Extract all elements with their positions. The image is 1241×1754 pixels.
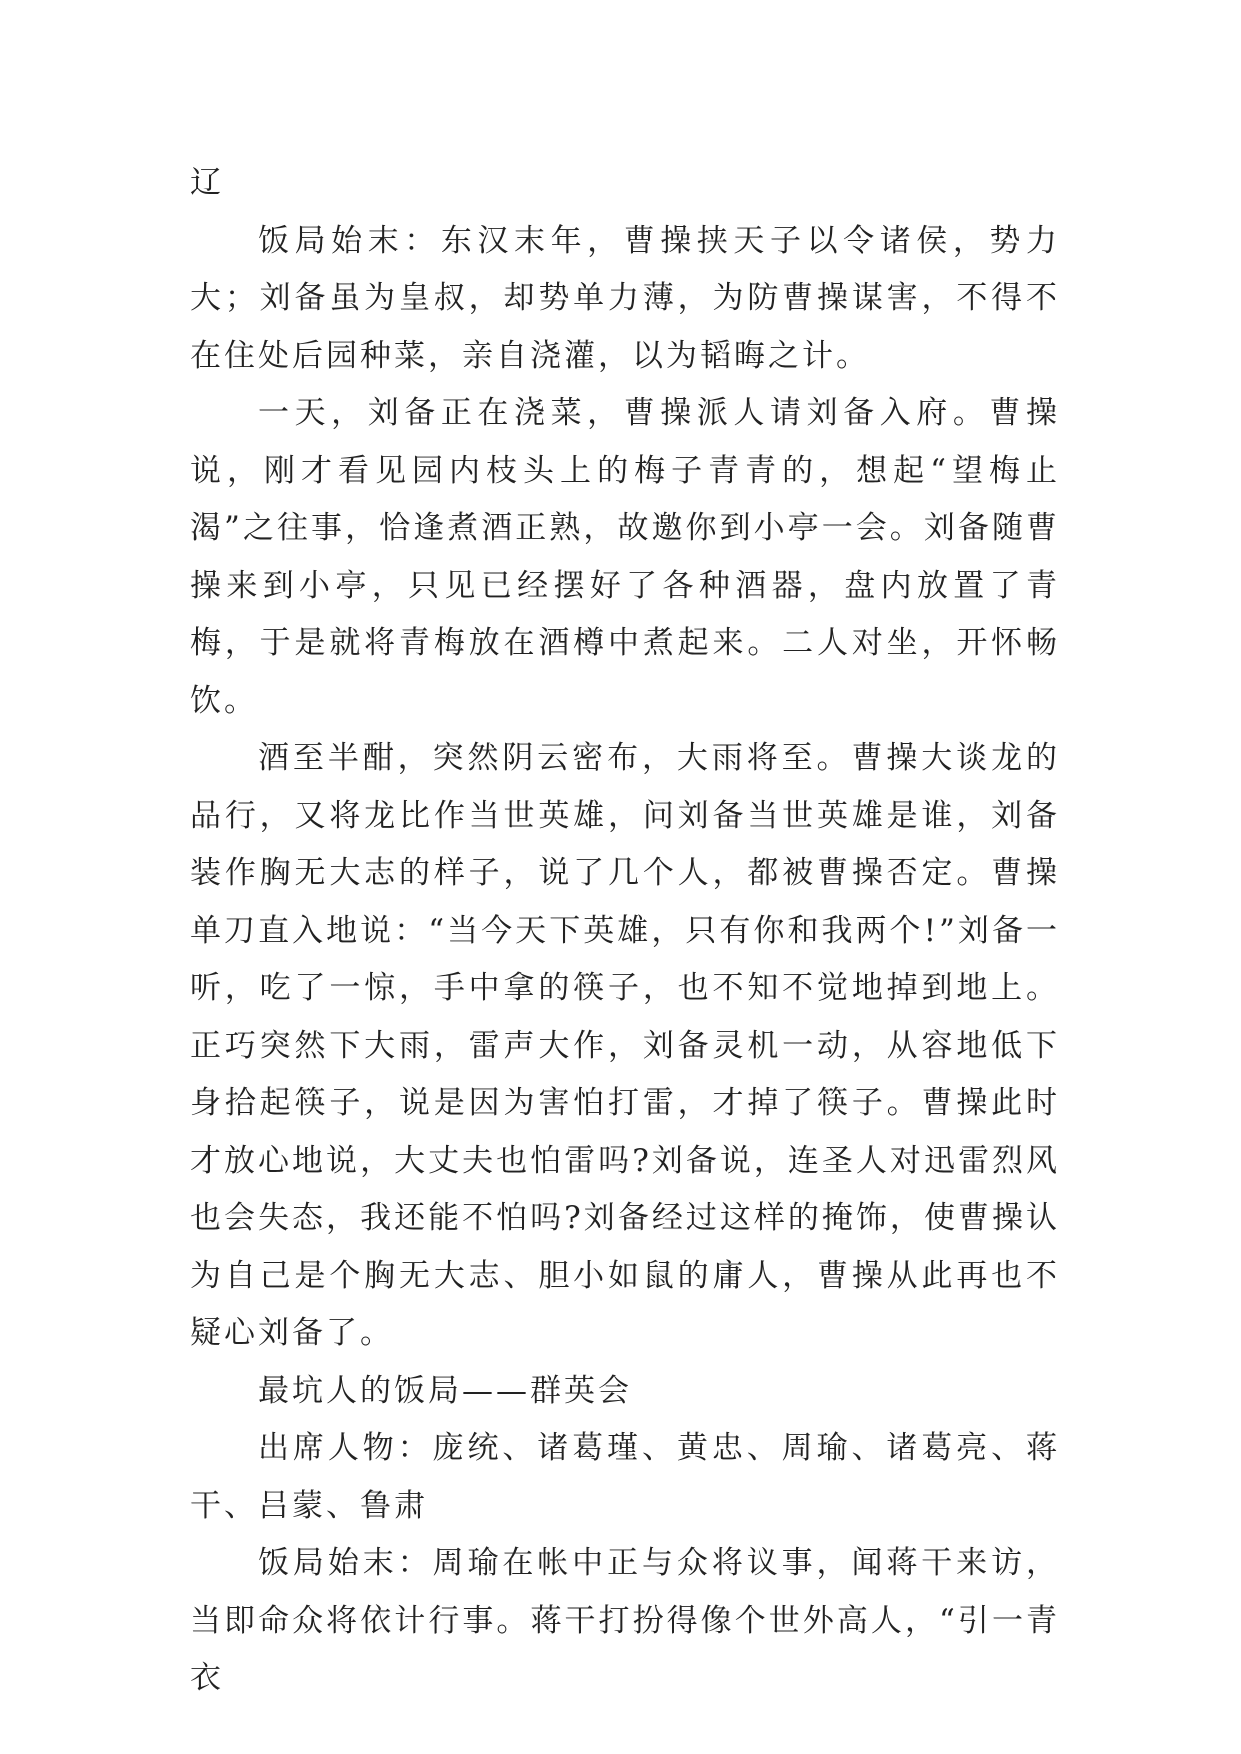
paragraph: 一天，刘备正在浇菜，曹操派人请刘备入府。曹操说，刚才看见园内枝头上的梅子青青的，想起“望梅止渴”之往事，恰逢煮酒正熟，故邀你到小亭一会。刘备随曹操来到小亭，只见已经摆好了各种酒器，盘内放置了青梅，于是就将青梅放在酒樽中煮起来。二人对坐，开怀畅饮。 [190, 395, 1060, 719]
section-heading: 最坑人的饭局——群英会 [258, 1372, 632, 1409]
attendee-list: 出席人物：庞统、诸葛瑾、黄忠、周瑜、诸葛亮、蒋干、吕蒙、鲁肃 [190, 1430, 1060, 1524]
paragraph: 酒至半酣，突然阴云密布，大雨将至。曹操大谈龙的品行，又将龙比作当世英雄，问刘备当世英雄是谁，刘备装作胸无大志的样子，说了几个人，都被曹操否定。曹操单刀直入地说：“当今天下英雄，只有你和我两个!”刘备一听，吃了一惊，手中拿的筷子，也不知不觉地掉到地上。正巧突然下大雨，雷声大作，刘备灵机一动，从容地低下身拾起筷子，说是因为害怕打雷，才掉了筷子。曹操此时才放心地说，大丈夫也怕雷吗?刘备说，连圣人对迅雷烈风也会失态，我还能不怕吗?刘备经过这样的掩饰，使曹操认为自己是个胸无大志、胆小如鼠的庸人，曹操从此再也不疑心刘备了。 [190, 740, 1060, 1351]
document-body [190, 155, 1060, 1708]
paragraph-fragment: 辽 [190, 165, 224, 201]
paragraph: 饭局始末：周瑜在帐中正与众将议事，闻蒋干来访，当即命众将依计行事。蒋干打扮得像个世外高人，“引一青衣 [190, 1545, 1060, 1696]
paragraph: 饭局始末：东汉末年，曹操挟天子以令诸侯，势力大；刘备虽为皇叔，却势单力薄，为防曹操谋害，不得不在住处后园种菜，亲自浇灌，以为韬晦之计。 [190, 222, 1060, 374]
